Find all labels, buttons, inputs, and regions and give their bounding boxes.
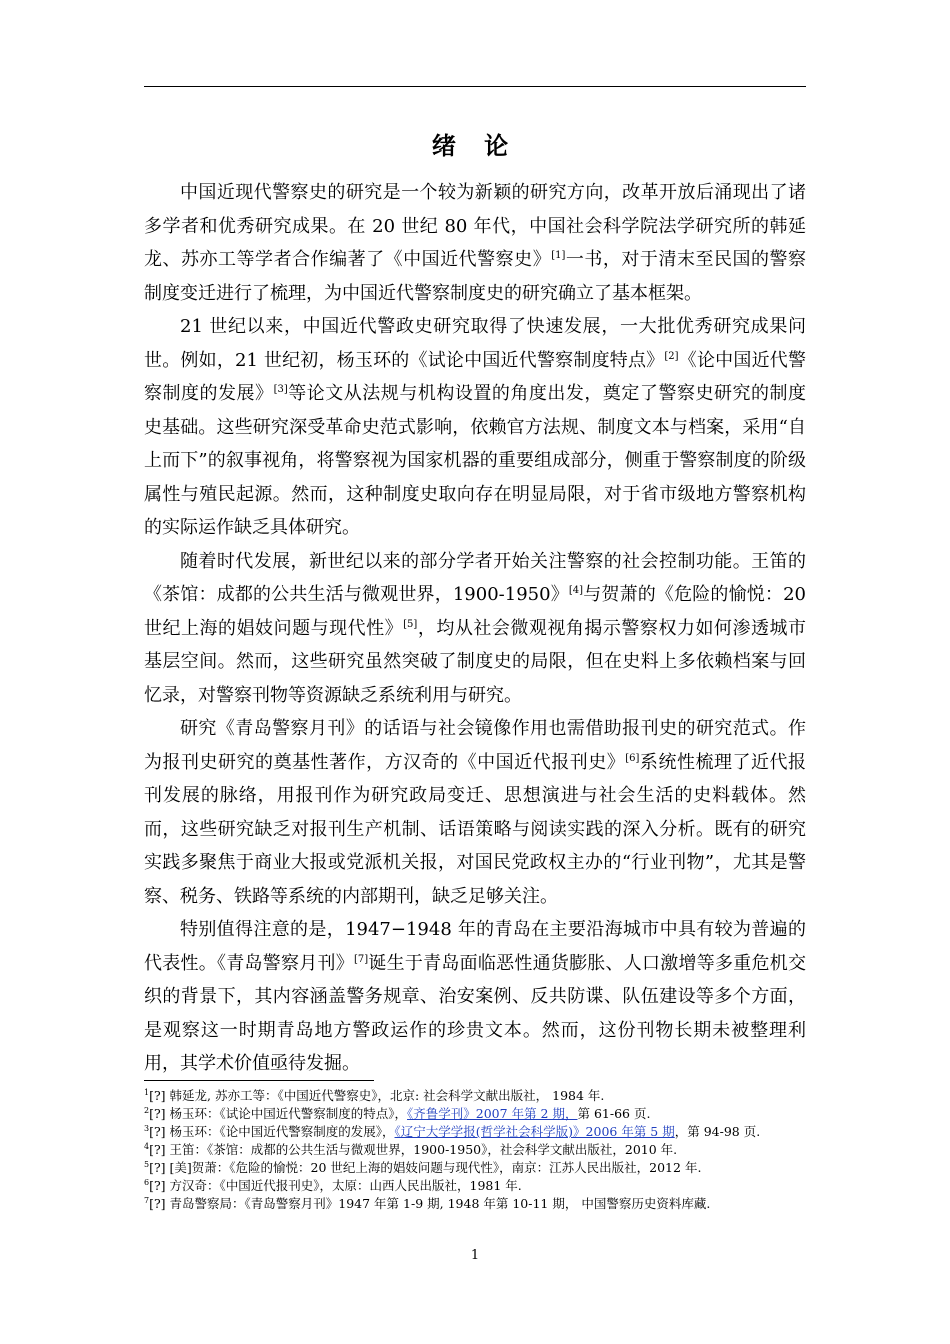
footnote-5: $^5$[?] [美]贺萧：《危险的愉悦：20 世纪上海的娼妓问题与现代性》，南京：江苏人民出版社，2012 年.: [144, 1159, 702, 1175]
paragraph-4: 研究《青岛警察月刊》的话语与社会镜像作用也需借助报刊史的研究范式。作为报刊史研究的奠基性著作，方汉奇的《中国近代报刊史》[6]系统性梳理了近代报刊发展的脉络，用报刊作为研究政局变迁、思想演进与社会生活的史料载体。然而，这些研究缺乏对报刊生产机制、话语策略与阅读实践的深入分析。既有的研究实践多聚焦于商业大报或党派机关报，对国民党政权主办的“行业刊物”，尤其是警察、税务、铁路等系统的内部期刊，缺乏足够关注。: [144, 718, 807, 907]
paragraph-2: 21 世纪以来，中国近代警政史研究取得了快速发展，一大批优秀研究成果问世。例如，21 世纪初，杨玉环的《试论中国近代警察制度特点》[2]《论中国近代警察制度的发展》[3]等论文从法规与机构设置的角度出发，奠定了警察史研究的制度史基础。这些研究深受革命史范式影响，依赖官方法规、制度文本与档案，采用“自上而下”的叙事视角，将警察视为国家机器的重要组成部分，侧重于警察制度的阶级属性与殖民起源。然而，这种制度史取向存在明显局限，对于省市级地方警察机构的实际运作缺乏具体研究。: [144, 316, 807, 538]
footnote-2-journal-link[interactable]: 《齐鲁学刊》2007 年第 2 期，: [407, 1106, 578, 1121]
paragraph-3: 随着时代发展，新世纪以来的部分学者开始关注警察的社会控制功能。王笛的《茶馆：成都的公共生活与微观世界，1900-1950》[4]与贺萧的《危险的愉悦：20 世纪上海的娼妓问题与现代性》[5]，均从社会微观视角揭示警察权力如何渗透城市基层空间。然而，这些研究虽然突破了制度史的局限，但在史料上多依赖档案与回忆录，对警察刊物等资源缺乏系统利用与研究。: [144, 550, 807, 706]
chapter-title: 绪 论: [431, 131, 519, 160]
footnote-2: $^2$[?] 杨玉环：《试论中国近代警察制度的特点》，《齐鲁学刊》2007 年第 2 期，第 61-66 页.: [144, 1105, 651, 1121]
citation-6: [6]: [625, 752, 640, 764]
footnote-6: $^6$[?] 方汉奇：《中国近代报刊史》，太原：山西人民出版社，1981 年.: [144, 1177, 522, 1193]
paragraph-5: 特别值得注意的是，1947−1948 年的青岛在主要沿海城市中具有较为普遍的代表性。《青岛警察月刊》[7]诞生于青岛面临恶性通货膨胀、人口激增等多重危机交织的背景下，其内容涵盖警务规章、治安案例、反共防谍、队伍建设等多个方面，是观察这一时期青岛地方警政运作的珍贵文本。然而，这份刊物长期未被整理利用，其学术价值亟待发掘。: [144, 919, 807, 1074]
footnote-4: $^4$[?] 王笛：《茶馆：成都的公共生活与微观世界，1900-1950》，社会科学文献出版社，2010 年.: [144, 1141, 678, 1157]
citation-7: [7]: [353, 953, 369, 965]
footnote-3: $^3$[?] 杨玉环：《论中国近代警察制度的发展》，《辽宁大学学报(哲学社会科学版)》2006 年第 5 期，第 94-98 页.: [144, 1123, 761, 1139]
page-number: 1: [470, 1248, 480, 1263]
footnotes: [144, 1087, 806, 1213]
footnote-rule: [144, 1080, 374, 1081]
citation-5: [5]: [403, 618, 418, 630]
header-rule: [144, 86, 806, 87]
citation-1: [1]: [551, 250, 566, 261]
paragraph-1: 中国近现代警察史的研究是一个较为新颖的研究方向，改革开放后涌现出了诸多学者和优秀研究成果。在 20 世纪 80 年代，中国社会科学院法学研究所的韩延龙、苏亦工等学者合作编著了《中国近代警察史》[1]一书，对于清末至民国的警察制度变迁进行了梳理，为中国近代警察制度史的研究确立了基本框架。: [144, 182, 807, 304]
body-text: [144, 176, 806, 1081]
footnote-1: $^1$[?] 韩延龙, 苏亦工等：《中国近代警察史》，北京: 社会科学文献出版社， 1984 年.: [144, 1087, 605, 1103]
citation-4: [4]: [568, 585, 584, 596]
footnote-7: $^7$[?] 青岛警察局：《青岛警察月刊》1947 年第 1-9 期, 1948 年第 10-11 期， 中国警察历史资料库藏.: [144, 1195, 711, 1211]
footnote-3-journal-link[interactable]: 《辽宁大学学报(哲学社会科学版)》2006 年第 5 期: [394, 1124, 675, 1139]
citation-3: [3]: [273, 384, 288, 395]
citation-2: [2]: [664, 350, 679, 362]
